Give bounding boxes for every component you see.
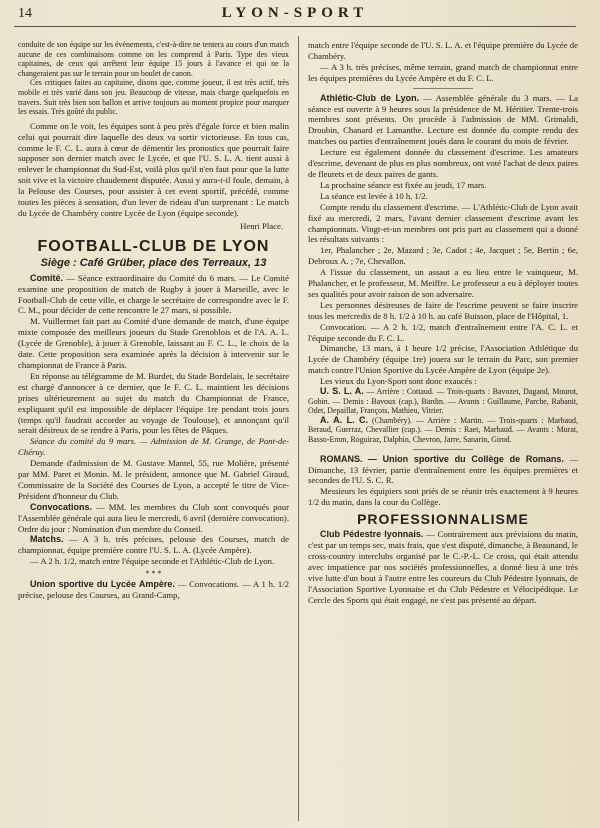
romans-title: — Union sportive du Collège de Romans.: [367, 453, 564, 464]
article-paragraph: Dimanche, 13 mars, à 1 heure 1/2 précise, l'Association Athlétique du Lycée de Chambéry (équipe 1re) jouera sur le terrain du Parc, son premier match contre l'Union Sportive du Lycée Ampère de Lyon (équipe 2e).: [308, 343, 578, 376]
page-header: [14, 4, 576, 27]
comite-lead: Comité.: [30, 272, 64, 283]
article-paragraph: La prochaine séance est fixée au jeudi, 17 mars.: [320, 179, 487, 190]
journal-title: LYON-SPORT: [221, 5, 369, 21]
intro-paragraph: conduite de son équipe sur les événements, c'est-à-dire ne tentera au cours d'un match aucune de ces combinaisons comme on les comprend à Paris. Type des vieux capitaines, de ceux qui arrêtent leur équipe 15 jours à l'avance et qui ne la changeraient pas sur le terrain pour un boulet de canon.: [18, 40, 289, 78]
article-paragraph: En réponse au télégramme de M. Burdet, du Stade Bordelais, le secrétaire est chargé d'annoncer à ce dernier, que le F. C. L. maintient les décisions prises ultérieurement au sujet du match du Championnat de France, expliquant qu'il est impossible de déplacer l'équipe 1re pendant trois jours (temps qu'il faudrait accorder au voyage de Toulouse), et annonçant qu'il serait désireux de se rendre à Paris, pour les fêtes de Pâques.: [18, 370, 289, 436]
club-title: FOOTBALL-CLUB DE LYON: [37, 237, 270, 255]
club-pedestre-text: — Contrairement aux prévisions du matin, c'est par un temps sec, mais frais, que s'est disputé, dimanche, à Beaunand, le cross-country interclubs organisé par le C.-P.-L. Ce cross, qui était attendu avec impatience par nos sociétés professionnelles, a donné lieu à une très vive lutte d'un bout à l'autre entre les coureurs du Club Pédestre lyonnais, de l'Association Sportive Lyonnaise et du Club Pédestre et Vélocipédique. Le Cercle des Sports qui était engagé, ne s'est pas présenté au départ.: [308, 529, 578, 605]
section-title-professionnalisme: PROFESSIONNALISME: [357, 511, 529, 528]
romans-lead: ROMANS.: [320, 453, 363, 464]
article-paragraph: Les vieux du Lyon-Sport sont donc exaucés :: [320, 376, 477, 387]
matchs-text-2: — A 2 h. 1/2, match entre l'équipe seconde et l'Athlétic-Club de Lyon.: [30, 556, 275, 567]
aalc-lead: A. A. L. C.: [320, 414, 369, 425]
usla-lineup: — Arrière : Cottaud. — Trois-quarts : Bavozet, Dagand, Mourot, Gobin. — Demis : Bavoux (cap.), Bardin. — Avants : Guillaume, Parche, Rabanit, Odet, Depaillat, François, Mathieu, Vitrier.: [308, 387, 578, 416]
comite-text: — Séance extraordinaire du Comité du 6 mars. — Le Comité examine une proposition de match de Rugby à jouer à Marseille, avec le Football-Club de cette ville, et charge le secrétaire de correspondre avec le F. C. M., pour décider de cette rencontre le 27 mars, si possible.: [18, 272, 289, 316]
convocations-text: — MM. les membres du Club sont convoqués pour l'Assemblée générale qui aura lieu le mercredi, 6 avril (dernière convocation). Ordre du jour : Nomination d'un membre du Conseil.: [18, 501, 289, 534]
page-number: 14: [18, 6, 32, 21]
separator-line: [413, 88, 473, 89]
aalc-lineup: (Chambéry). — Arrière : Martin. — Trois-quarts : Marbaud, Beraud, Guerraz, Chevallier (cap.). — Demis : Raet, Marbaud. — Avants : Murat, Basso-Emm, Roguiraz, Dalphin, Chevron, Jarre, Sanarin, Girod.: [308, 415, 578, 445]
matchs-lead: Matchs.: [30, 534, 64, 545]
author-signature: Henri Place.: [240, 220, 283, 231]
article-paragraph: match entre l'équipe seconde de l'U. S. L. A. et l'équipe première du Lycée de Chambéry.: [308, 40, 578, 61]
athletic-text: — Assemblée générale du 3 mars. — La séance est ouverte à 9 heures sous la présidence de M. Héritier. Trente-trois membres sont présents. On procède à l'admission de MM. Grimaldi, Droubin, Chanard et Lamanthe. Lecture est donnée du compte rendu des matches ou parties d'entraînement joués dans le courant du mois de février.: [308, 92, 578, 147]
article-paragraph: A l'issue du classement, un assaut a eu lieu entre le vainqueur, M. Phalancher, et le professeur, M. Meiffre. Le professeur a eu à déployer toutes ses qualités pour avoir raison de son adversaire.: [308, 267, 578, 299]
club-seat: Siège : Café Grüber, place des Terreaux, 13: [40, 256, 267, 269]
column-divider: [298, 36, 299, 821]
right-column: [308, 40, 578, 820]
article-paragraph: Les personnes désireuses de faire de l'escrime peuvent se faire inscrire tous les mercredis de 8 h. 1/2 à 10 h. au café Buisson, place de l'Hôpital, 1.: [308, 299, 578, 321]
left-column: [18, 40, 289, 820]
separator-line: [413, 449, 473, 450]
usla-lead: U. S. L. A.: [320, 386, 364, 397]
article-paragraph: Lecture est également donnée du classement d'escrime. Les amateurs d'escrime, devenant de plus en plus nombreux, ont voté l'achat de deux paires de fleurets et de deux paires de gants.: [308, 147, 578, 179]
union-text: — Convocations. — A 1 h. 1/2 précise, pelouse des Courses, au Grand-Camp,: [18, 579, 289, 601]
convocations-lead: Convocations.: [30, 501, 93, 512]
article-paragraph: — A 3 h. très précises, même terrain, grand match de championnat entre les équipes premières du Lycée Ampère et du F. C. L.: [308, 61, 578, 83]
club-pedestre-lead: Club Pédestre lyonnais.: [320, 529, 424, 540]
article-paragraph: Messieurs les équipiers sont priés de se réunir très exactement à 9 heures 1/2 du matin, dans la cour du Collège.: [308, 486, 578, 508]
union-lead: Union sportive du Lycée Ampère.: [30, 579, 175, 590]
results-paragraph: 1er, Phalancher ; 2e, Mazard ; 3e, Cadot ; 4e, Jacquet ; 5e, Bertin ; 6e, Debroux A. ; 7e, Chevallon.: [308, 245, 578, 267]
article-paragraph: La séance est levée à 10 h. 1/2.: [320, 190, 428, 201]
article-paragraph: Demande d'admission de M. Gustave Mantel, 55, rue Molière, présenté par MM. Paret et Monin. M. le président, annonce que M. Gabriel Giraud, Commissaire de la Société des Courses de Lyon, a accepté le titre de Vice-Président d'honneur du Club.: [18, 458, 289, 501]
article-paragraph: Convocation. — A 2 h. 1/2, match d'entraînement entre l'A. C. L. et l'équipe seconde du F. C. L.: [308, 321, 578, 343]
article-paragraph: Comme on le voit, les équipes sont à peu près d'égale force et bien malin celui qui pourrait dire laquelle des deux va sortir victorieuse. En tous cas, comme le F. C. L. aura à cœur de démentir les pronostics que pourrait faire supposer son dernier match avec le Lycée, et que l'U. S. L. A. tient aussi à enlever le championnat du Sud-Est, voilà plus qu'il n'en faut pour que la lutte soit vive et la victoire chaudement disputée. Aussi y aura-t-il foule, demain, à la Pelouse des Courses, pour assister à cet event sportif, précédé, comme toutes les pièces à sensation, d'un lever de rideau d'un surprenant : Le match du Lycée de Chambéry contre Lycée de Lyon (équipe seconde).: [18, 120, 289, 218]
intro-paragraph: Ces critiques faites au capitaine, disons que, comme joueur, il est très actif, très mobile et très varié dans son jeu. Beaucoup de vitesse, mais charge quelquefois en travers. Suit très bien son ballon et arrive toujours au moment propice pour marquer les essais. Très goûté du public.: [18, 78, 289, 117]
article-paragraph: Séance du comité du 9 mars. — Admission de M. Grange, de Pont-de-Chéruy.: [18, 436, 289, 458]
matchs-text: — A 3 h. très précises, pelouse des Courses, match de championnat, équipe première contre l'U. S. L. A. (Lycée Ampère).: [18, 534, 289, 556]
article-paragraph: M. Vuillermet fait part au Comité d'une demande de match, d'une équipe mixte composée des meilleurs joueurs du Stade Grenoblois et de l'A. A. L. (Lycée de Grenoble), à jouer à Grenoble, laissant au F. C. L., le choix de la date. Cette proposition sera examinée après la décision à intervenir sur le championnat de France à Paris.: [18, 316, 289, 370]
section-stars: * * *: [145, 569, 162, 579]
article-paragraph: Compte rendu du classement d'escrime. — L'Athlétic-Club de Lyon avait fixé au mercredi, 2 mars, l'avant dernier classement d'escrime avant les championnats. Vingt-et-un membres ont pris part au classement qui a donné les résultats suivants :: [308, 201, 578, 245]
athletic-lead: Athlétic-Club de Lyon.: [320, 92, 420, 103]
romans-text: — Dimanche, 13 février, partie d'entraînement entre les équipes premières et secondes de l'U. S. C. R.: [308, 453, 578, 486]
